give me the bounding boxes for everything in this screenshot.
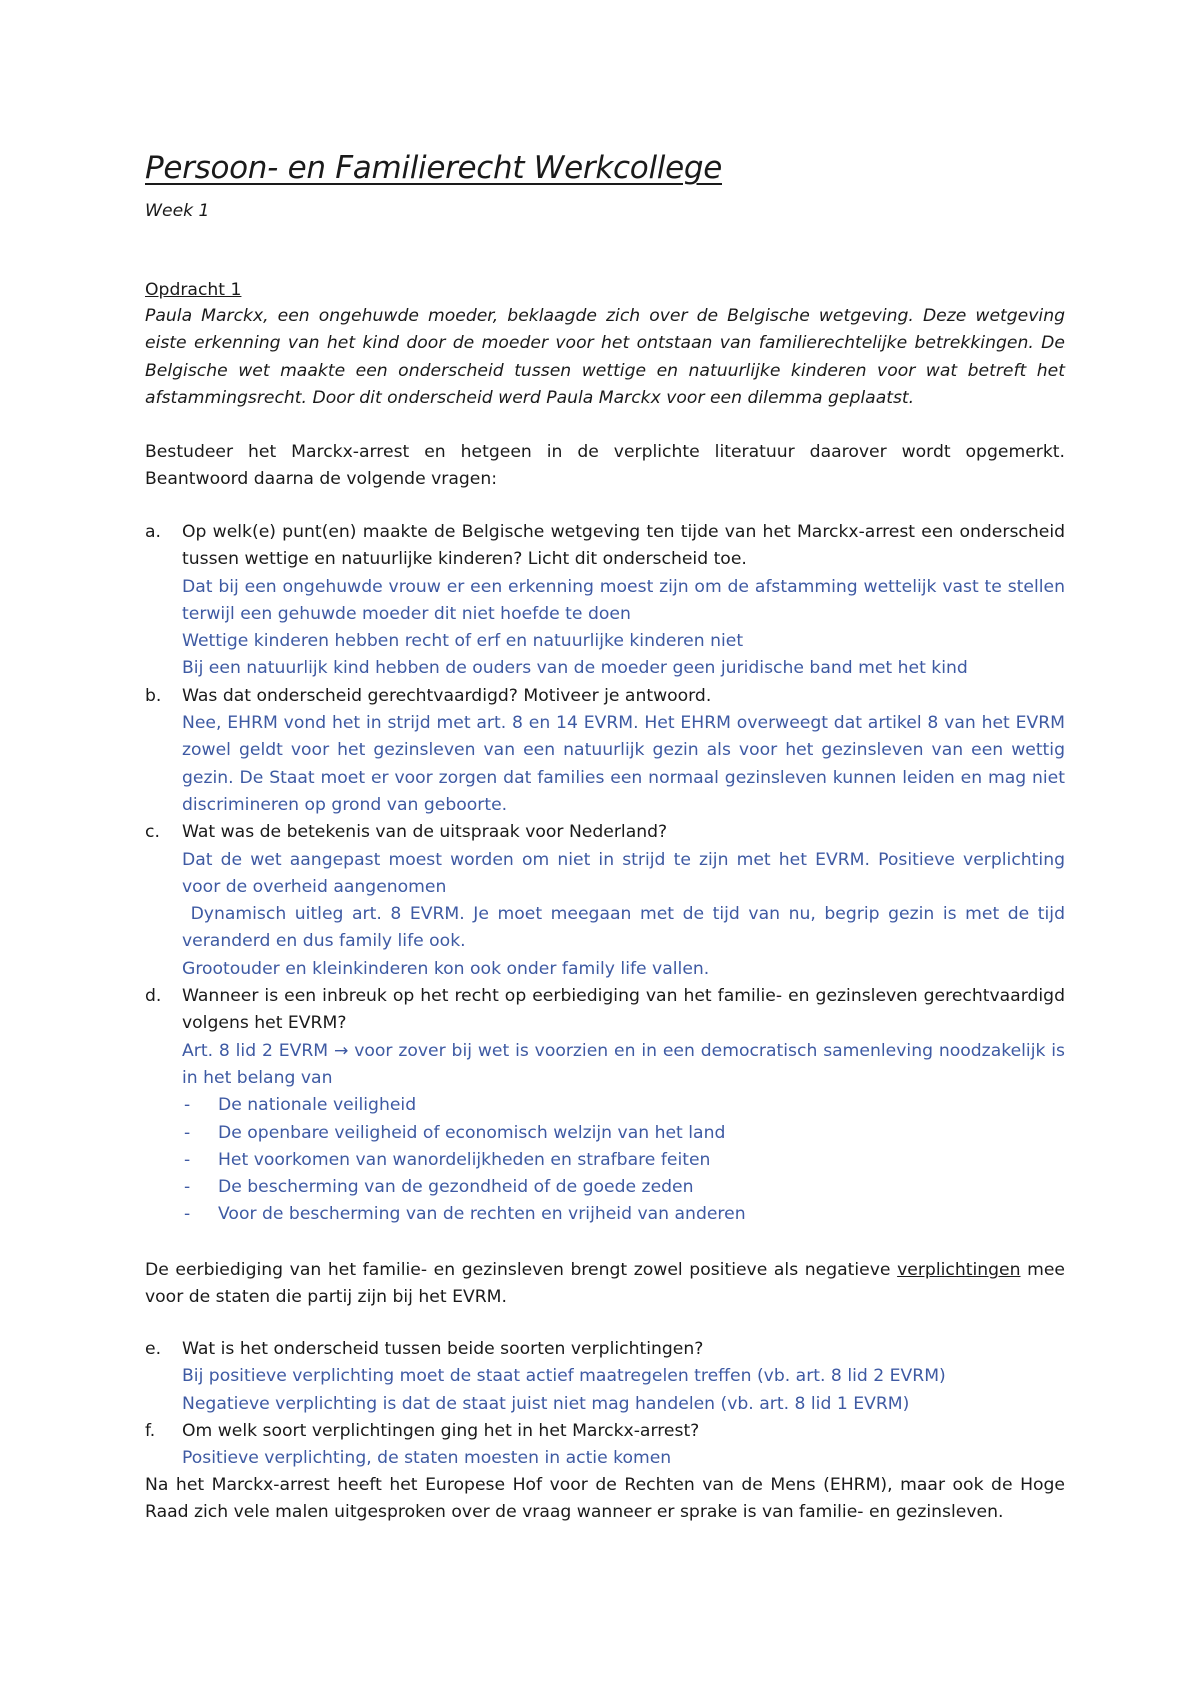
bullet-item <box>145 1147 1065 1174</box>
bullet-text: De bescherming van de gezondheid of de goede zeden <box>218 1177 694 1198</box>
answer-text: Nee, EHRM vond het in strijd met art. 8 en 14 EVRM. Het EHRM overweegt dat artikel 8 van het EVRM zowel geldt voor het gezinsleven van een natuurlijk gezin als voor het gezinsleven van een wettig gezin. De Staat moet er voor zorgen dat families een normaal gezinsleven kunnen leiden en mag niet discrimineren op grond van geboorte. <box>182 713 1065 815</box>
bullet-item <box>145 1174 1065 1201</box>
question-marker: a. <box>145 522 161 542</box>
answer-text: Art. 8 lid 2 EVRM → voor zover bij wet is voorzien en in een democratisch samenleving noodzakelijk is in het belang van <box>182 1040 1065 1088</box>
question-text: Wanneer is een inbreuk op het recht op eerbiediging van het familie- en gezinsleven gerechtvaardigd volgens het EVRM? <box>182 986 1065 1034</box>
answer-text: Dat bij een ongehuwde vrouw er een erkenning moest zijn om de afstamming wettelijk vast te stellen terwijl een gehuwde moeder dit niet hoefde te doen <box>182 576 1065 624</box>
bullet-text: Het voorkomen van wanordelijkheden en strafbare feiten <box>218 1149 711 1170</box>
bullet-text: Voor de bescherming van de rechten en vrijheid van anderen <box>218 1204 746 1225</box>
bullet-item <box>145 1201 1065 1228</box>
question-text: Wat was de betekenis van de uitspraak voor Nederland? <box>182 822 668 843</box>
question-marker: e. <box>145 1339 162 1359</box>
assignment-heading: Opdracht 1 <box>145 280 242 300</box>
question-e <box>145 1336 1065 1418</box>
obligations-underlined: verplichtingen <box>897 1260 1021 1280</box>
question-marker: d. <box>145 986 162 1007</box>
answer-text: Bij positieve verplichting moet de staat actief maatregelen treffen (vb. art. 8 lid 2 EVRM) <box>182 1366 946 1387</box>
bullet-item <box>145 1120 1065 1147</box>
question-text: Was dat onderscheid gerechtvaardigd? Motiveer je antwoord. <box>182 685 712 706</box>
question-d <box>145 983 1065 1092</box>
week-label: Week 1 <box>145 201 210 221</box>
page-title: Persoon- en Familierecht Werkcollege <box>145 150 722 186</box>
dash-marker: - <box>184 1095 191 1116</box>
question-marker: c. <box>145 822 160 843</box>
bullet-text: De openbare veiligheid of economisch welzijn van het land <box>218 1122 726 1143</box>
question-f <box>145 1418 1065 1473</box>
closing-paragraph: Na het Marckx-arrest heeft het Europese Hof voor de Rechten van de Mens (EHRM), maar ook de Hoge Raad zich vele malen uitgesproken over de vraag wanneer er sprake is van familie- en gezinsleven. <box>145 1475 1065 1523</box>
question-b <box>145 683 1065 819</box>
question-text: Om welk soort verplichtingen ging het in het Marckx-arrest? <box>182 1420 700 1441</box>
answer-text: Dat de wet aangepast moest worden om niet in strijd te zijn met het EVRM. Positieve verplichting voor de overheid aangenomen <box>182 849 1065 897</box>
question-marker: f. <box>145 1420 156 1441</box>
dash-marker: - <box>184 1122 191 1143</box>
assignment-instruction: Bestudeer het Marckx-arrest en hetgeen in de verplichte literatuur daarover wordt opgemerkt. Beantwoord daarna de volgende vragen: <box>145 442 1065 490</box>
question-marker: b. <box>145 685 162 706</box>
question-text: Op welk(e) punt(en) maakte de Belgische wetgeving ten tijde van het Marckx-arrest een onderscheid tussen wettige en natuurlijke kinderen? Licht dit onderscheid toe. <box>182 522 1065 570</box>
dash-marker: - <box>184 1204 191 1225</box>
answer-text: Positieve verplichting, de staten moesten in actie komen <box>182 1448 672 1469</box>
answer-text: Bij een natuurlijk kind hebben de ouders van de moeder geen juridische band met het kind <box>182 658 968 679</box>
question-text: Wat is het onderscheid tussen beide soorten verplichtingen? <box>182 1339 704 1359</box>
answer-text: Wettige kinderen hebben recht of erf en natuurlijke kinderen niet <box>182 631 744 652</box>
bullet-item <box>145 1092 1065 1119</box>
dash-marker: - <box>184 1149 191 1170</box>
question-list-2 <box>145 1336 1065 1472</box>
assignment-intro: Paula Marckx, een ongehuwde moeder, beklaagde zich over de Belgische wetgeving. Deze wetgeving eiste erkenning van het kind door de moeder voor het ontstaan van familierechtelijke betrekkingen. De Belgische wet maakte een onderscheid tussen wettige en natuurlijke kinderen voor wat betreft het afstammingsrecht. Door dit onderscheid werd Paula Marckx voor een dilemma geplaatst. <box>145 306 1065 408</box>
answer-text: Dynamisch uitleg art. 8 EVRM. Je moet meegaan met de tijd van nu, begrip gezin is met de tijd veranderd en dus family life ook. <box>182 904 1065 952</box>
question-a <box>145 519 1065 683</box>
obligations-paragraph <box>145 1257 1065 1312</box>
answer-text: Negatieve verplichting is dat de staat juist niet mag handelen (vb. art. 8 lid 1 EVRM) <box>182 1393 910 1414</box>
bullet-text: De nationale veiligheid <box>218 1095 417 1116</box>
answer-text: Grootouder en kleinkinderen kon ook onder family life vallen. <box>182 958 710 979</box>
question-list-1 <box>145 519 1065 1229</box>
obligations-after: mee voor de staten die partij zijn bij het EVRM. <box>145 1260 1065 1308</box>
question-c <box>145 819 1065 983</box>
obligations-before: De eerbiediging van het familie- en gezinsleven brengt zowel positieve als negatieve <box>145 1260 898 1280</box>
dash-marker: - <box>184 1177 191 1198</box>
